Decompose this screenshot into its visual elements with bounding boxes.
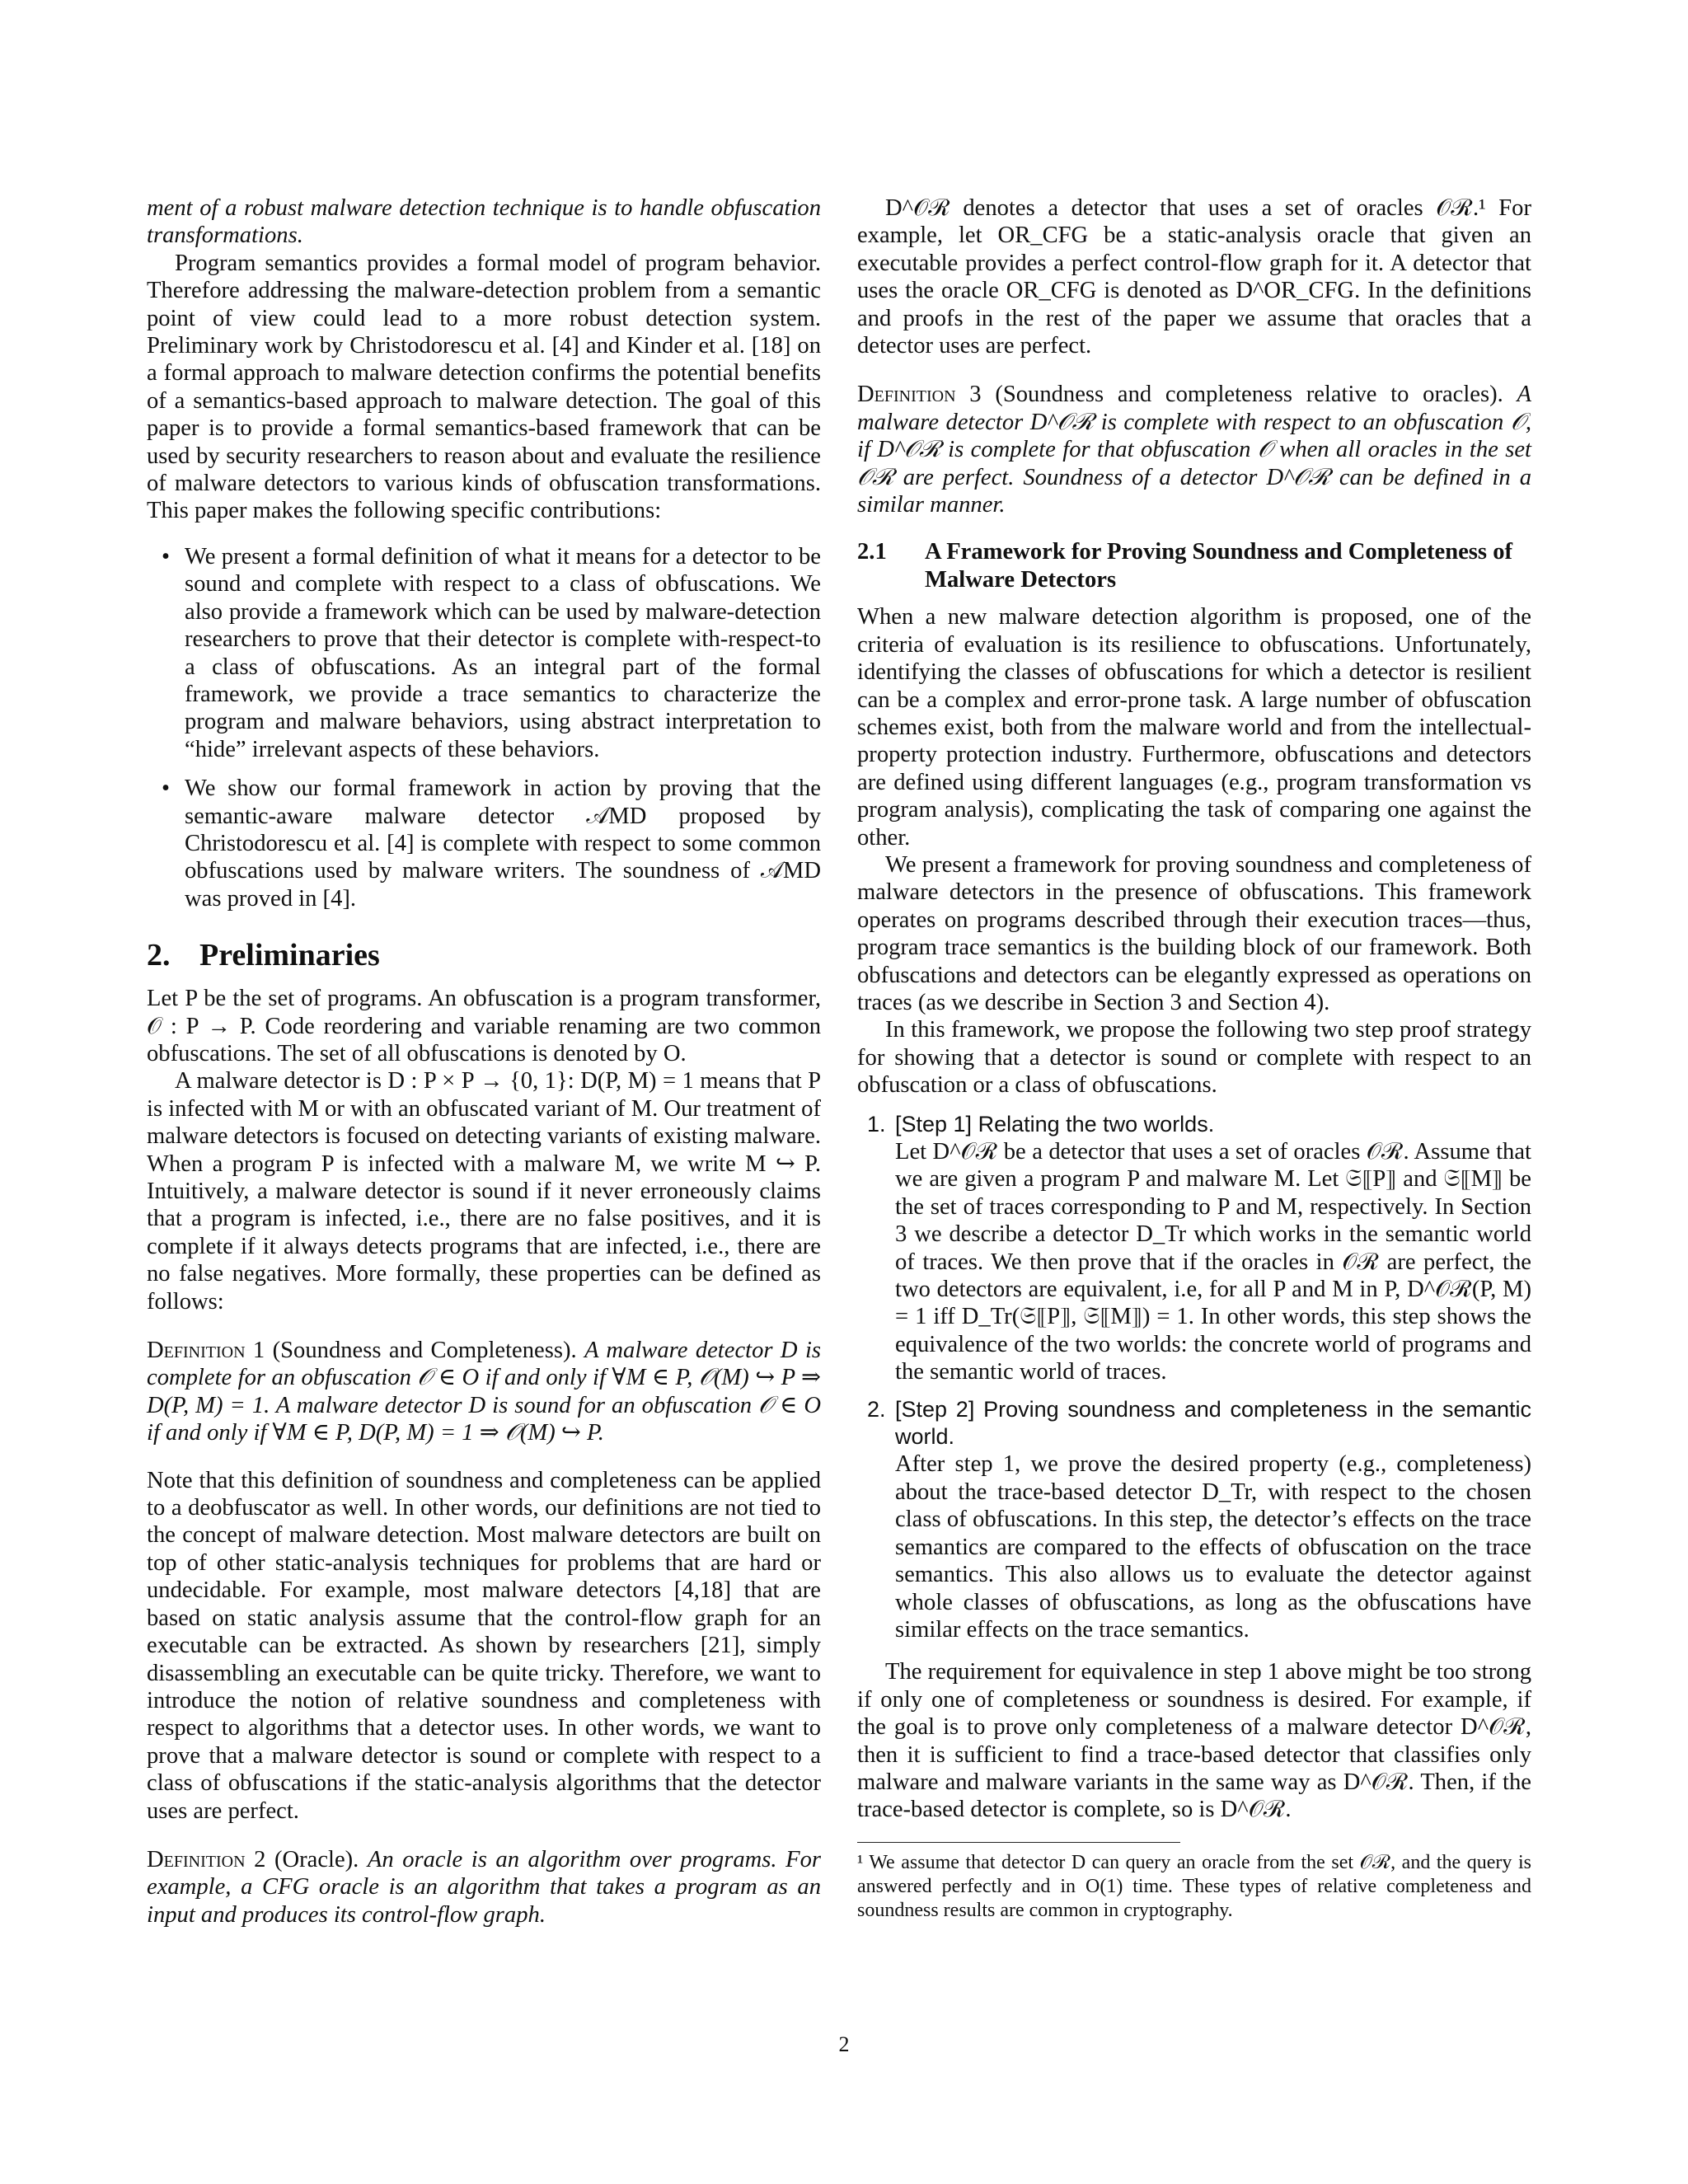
note-paragraph: Note that this definition of soundness and completeness can be applied to a deobfuscator as well. In other words, our definitions are not tied to the concept of malware detection. Most malware detectors are built on top of other static-analysis techniques for problems that are hard or undecidable. For example, most malware detectors [4,18] that are based on static analysis assume that the control-flow graph for an executable can be extracted. As shown by researchers [21], simply disassembling an executable can be quite tricky. Therefore, we want to introduce the notion of relative soundness and completeness with respect to algorithms that a detector uses. In other words, we want to prove that a malware detector is sound or complete with respect to a class of obfuscations if the static-analysis algorithms that the detector uses are perfect. — [147, 1467, 821, 1824]
step-title: [Step 1] Relating the two worlds. — [895, 1111, 1215, 1137]
definition-1 — [147, 1337, 821, 1447]
definition-name: (Oracle). — [274, 1846, 359, 1872]
subsection-number: 2.1 — [857, 539, 887, 565]
intro-tail-paragraph: ment of a robust malware detection technique is to handle obfuscation transformations. — [147, 195, 821, 249]
proof-step — [867, 1396, 1531, 1644]
definition-body: An oracle is an algorithm over programs. For example, a CFG oracle is an algorithm that takes a program as an input and produces its control-flow graph. — [147, 1846, 822, 1928]
step-body: Let D^𝒪ℛ be a detector that uses a set of oracles 𝒪ℛ. Assume that we are given a program P and malware M. Let 𝔖⟦P⟧ and 𝔖⟦M⟧ be the set of traces corresponding to P and M, respectively. In Section 3 we describe a detector D_Tr which works in the semantic world of traces. We then prove that if the oracles in 𝒪ℛ are perfect, the two detectors are equivalent, i.e, for all P and M in P, D^𝒪ℛ(P, M) = 1 iff D_Tr(𝔖⟦P⟧, 𝔖⟦M⟧) = 1. In other words, this step shows the equivalence of the two worlds: the concrete world of programs and the semantic world of traces. — [895, 1139, 1531, 1385]
section-number: 2. — [147, 938, 171, 973]
section-heading — [147, 937, 821, 973]
footnote: ¹ We assume that detector D can query an oracle from the set 𝒪ℛ, and the query is answered perfectly and in O(1) time. These types of relative completeness and soundness results are common in cryptography. — [857, 1851, 1531, 1921]
framework-overview-paragraph: We present a framework for proving soundness and completeness of malware detectors in the presence of obfuscations. This framework operates on programs described through their execution traces—thus, program trace semantics is the building block of our framework. Both obfuscations and detectors can be elegantly expressed as operations on traces (as we describe in Section 3 and Section 4). — [857, 851, 1531, 1015]
right-column — [857, 194, 1531, 1923]
step-number: 1. — [867, 1111, 886, 1137]
preliminaries-paragraph: Let P be the set of programs. An obfuscation is a program transformer, 𝒪 : P → P. Code reordering and variable renaming are two common obfuscations. The set of all obfuscations is denoted by O. — [147, 986, 821, 1066]
step-body: After step 1, we prove the desired property (e.g., completeness) about the trace-based detector D_Tr, with respect to the chosen class of obfuscations. In this step, the detector’s effects on the trace semantics are compared to the effects of obfuscation on the trace semantics. This also allows us to evaluate the detector against whole classes of obfuscations, as long as the obfuscations have similar effects on the trace semantics. — [895, 1451, 1531, 1643]
definition-body: A malware detector D is complete for an obfuscation 𝒪 ∈ O if and only if ∀M ∈ P, 𝒪(M) ↪ P ⇒ D(P, M) = 1. A malware detector D is sound for an obfuscation 𝒪 ∈ O if and only if ∀M ∈ P, D(P, M) = 1 ⇒ 𝒪(M) ↪ P. — [147, 1338, 822, 1446]
definition-3 — [857, 381, 1531, 518]
equivalence-paragraph: The requirement for equivalence in step 1 above might be too strong if only one of completeness or soundness is desired. For example, if the goal is to prove only completeness of a malware detector D^𝒪ℛ, then it is sufficient to find a trace-based detector that classifies only malware and malware variants in the same way as D^𝒪ℛ. Then, if the trace-based detector is complete, so is D^𝒪ℛ. — [857, 1659, 1531, 1823]
contribution-item — [162, 775, 821, 912]
definition-2 — [147, 1846, 821, 1929]
definition-label: Definition 1 — [147, 1338, 265, 1364]
semantics-paragraph: Program semantics provides a formal model of program behavior. Therefore addressing the malware-detection problem from a semantic point of view could lead to a more robust detection system. Preliminary work by Christodorescu et al. [4] and Kinder et al. [18] on a formal approach to malware detection confirms the potential benefits of a semantics-based approach to malware detection. The goal of this paper is to provide a formal semantics-based framework that can be used by security researchers to reason about and evaluate the resilience of malware detectors to various kinds of obfuscation transformations. This paper makes the following specific contributions: — [147, 250, 821, 524]
contribution-text: We show our formal framework in action by proving that the semantic-aware malware detector 𝒜MD proposed by Christodorescu et al. [4] is complete with respect to some common obfuscations used by malware writers. The soundness of 𝒜MD was proved in [4]. — [185, 776, 821, 912]
definition-label: Definition 3 — [857, 382, 982, 408]
contribution-item — [162, 543, 821, 763]
footnote-divider — [857, 1842, 1180, 1843]
left-column — [147, 194, 821, 1948]
subsection-heading — [857, 538, 1531, 593]
definition-name: (Soundness and completeness relative to oracles). — [995, 382, 1503, 408]
proof-steps-list — [857, 1111, 1531, 1644]
contributions-list — [147, 543, 821, 912]
framework-paragraph: When a new malware detection algorithm is proposed, one of the criteria of evaluation is its resilience to obfuscations. Unfortunately, identifying the classes of obfuscations for which a detector is resilient can be a complex and error-prone task. A large number of obfuscation schemes exist, both from the malware world and from the intellectual-property protection industry. Furthermore, obfuscations and detectors are defined using different languages (e.g., program transformation vs program analysis), complicating the task of comparing one against the other. — [857, 604, 1531, 851]
step-number: 2. — [867, 1396, 886, 1422]
proof-step — [867, 1111, 1531, 1386]
bullet-icon: • — [162, 776, 171, 802]
subsection-title: A Framework for Proving Soundness and Completeness of Malware Detectors — [925, 539, 1513, 593]
definition-label: Definition 2 — [147, 1846, 266, 1872]
page-number: 2 — [838, 2032, 850, 2056]
definition-body: A malware detector D^𝒪ℛ is complete with respect to an obfuscation 𝒪, if D^𝒪ℛ is complete for that obfuscation 𝒪 when all oracles in the set 𝒪ℛ are perfect. Soundness of a detector D^𝒪ℛ can be defined in a similar manner. — [857, 382, 1532, 518]
contribution-text: We present a formal definition of what it means for a detector to be sound and complete with respect to a class of obfuscations. We also provide a framework which can be used by malware-detection researchers to prove that their detector is complete with-respect-to a class of obfuscations. As an integral part of the formal framework, we provide a trace semantics to characterize the program and malware behaviors, using abstract interpretation to “hide” irrelevant aspects of these behaviors. — [185, 543, 821, 762]
oracle-detector-paragraph: D^𝒪ℛ denotes a detector that uses a set of oracles 𝒪ℛ.¹ For example, let OR_CFG be a static-analysis oracle that given an executable provides a perfect control-flow graph for it. A detector that uses the oracle OR_CFG is denoted as D^OR_CFG. In the definitions and proofs in the rest of the paper we assume that oracles that a detector uses are perfect. — [857, 195, 1531, 359]
step-title: [Step 2] Proving soundness and completeness in the semantic world. — [895, 1396, 1531, 1450]
section-title: Preliminaries — [199, 938, 380, 973]
proof-strategy-paragraph: In this framework, we propose the following two step proof strategy for showing that a detector is sound or complete with respect to an obfuscation or a class of obfuscations. — [857, 1017, 1531, 1099]
malware-detector-paragraph: A malware detector is D : P × P → {0, 1}: D(P, M) = 1 means that P is infected with M or with an obfuscated variant of M. Our treatment of malware detectors is focused on detecting variants of existing malware. When a program P is infected with a malware M, we write M ↪ P. Intuitively, a malware detector is sound if it never erroneously claims that a program is infected, i.e., there are no false positives, and it is complete if it always detects programs that are infected, i.e., there are no false negatives. More formally, these properties can be defined as follows: — [147, 1068, 821, 1315]
definition-name: (Soundness and Completeness). — [272, 1338, 577, 1364]
bullet-icon: • — [162, 543, 171, 569]
